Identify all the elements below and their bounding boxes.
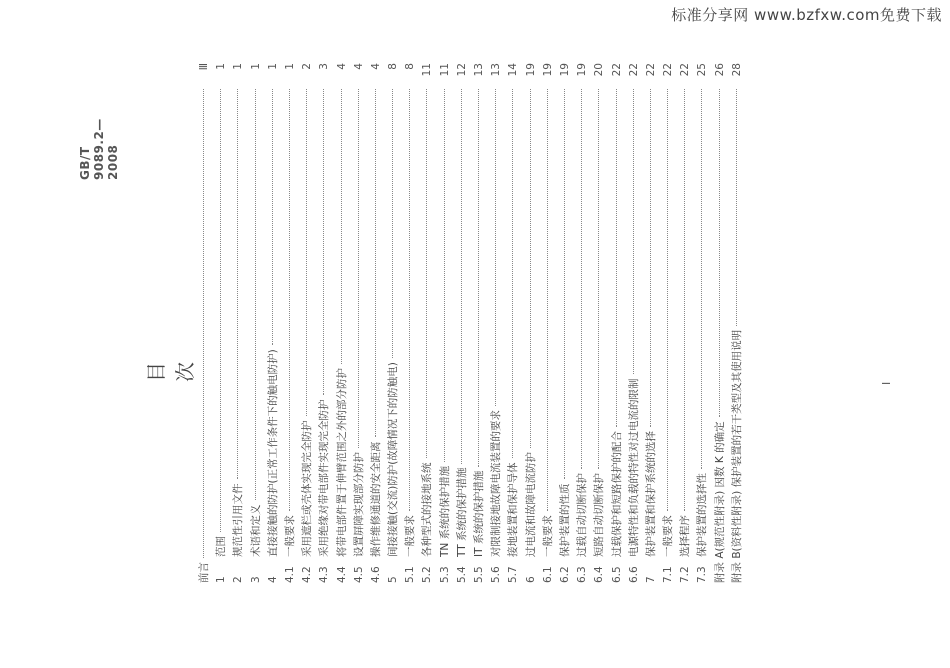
rotated-page xyxy=(0,63,950,668)
toc-entry-page: 13 xyxy=(490,63,503,77)
toc-leader-dots xyxy=(203,89,204,558)
toc-leader-dots xyxy=(323,89,324,396)
toc-leader-dots xyxy=(289,89,290,511)
toc-entry-page: 19 xyxy=(541,63,554,77)
toc-leader-dots xyxy=(564,89,565,480)
toc-leader-dots xyxy=(341,89,342,364)
toc-entry-number: 7.1 xyxy=(662,566,675,583)
toc-entry-page: 22 xyxy=(610,63,623,77)
toc-entry[interactable] xyxy=(677,63,694,583)
toc-entry[interactable] xyxy=(282,63,299,583)
toc-entry-page: 8 xyxy=(387,63,400,70)
toc-entry[interactable] xyxy=(471,63,488,583)
toc-entry-number: 6.2 xyxy=(558,566,571,583)
toc-entry-number: 7.3 xyxy=(696,566,709,583)
page-number: I xyxy=(880,381,893,385)
toc-entry[interactable] xyxy=(230,63,247,583)
toc-leader-dots xyxy=(426,89,427,459)
toc-entry-label: 保护装置的选择性 xyxy=(696,473,709,557)
toc-leader-dots xyxy=(667,89,668,511)
toc-entry-label: 将带电部件置于伸臂范围之外的部分防护 xyxy=(335,368,348,557)
toc-entry[interactable] xyxy=(694,63,711,583)
toc-entry-page: 19 xyxy=(558,63,571,77)
toc-leader-dots xyxy=(255,89,256,501)
toc-leader-dots xyxy=(272,89,273,345)
toc-entry-page: 1 xyxy=(215,63,228,70)
toc-entry-number: 5.7 xyxy=(507,566,520,583)
toc-entry-page: 22 xyxy=(644,63,657,77)
toc-entry-label: 术语和定义 xyxy=(249,504,262,557)
toc-title: 目 次 xyxy=(144,334,197,382)
toc-entry-label: 过电流和故障电流防护 xyxy=(524,452,537,557)
toc-entry-number: 6.6 xyxy=(627,566,640,583)
toc-entry[interactable] xyxy=(557,63,574,583)
toc-entry[interactable] xyxy=(729,63,746,583)
toc-entry-page: 14 xyxy=(507,63,520,77)
toc-entry[interactable] xyxy=(488,63,505,583)
toc-leader-dots xyxy=(512,89,513,459)
toc-entry[interactable] xyxy=(334,63,351,583)
toc-entry[interactable] xyxy=(213,63,230,583)
toc-entry-number: 6.3 xyxy=(576,566,589,583)
toc-entry-label: 范围 xyxy=(215,536,228,557)
toc-leader-dots xyxy=(306,89,307,417)
toc-leader-dots xyxy=(581,89,582,469)
toc-entry[interactable] xyxy=(540,63,557,583)
toc-entry-page: 13 xyxy=(473,63,485,77)
toc-leader-dots xyxy=(701,89,702,469)
toc-entry[interactable] xyxy=(609,63,626,583)
toc-entry-label: TT 系统的保护措施 xyxy=(455,467,468,557)
toc-entry-page: 1 xyxy=(283,63,296,70)
toc-entry-number: 4.6 xyxy=(369,566,382,583)
toc-entry-page: 11 xyxy=(438,63,451,77)
toc-entry[interactable] xyxy=(248,63,265,583)
toc-entry-label: 过载自动切断保护 xyxy=(576,473,589,557)
toc-entry-label: 附录 A(规范性附录) 因数 K 的确定 xyxy=(713,421,726,583)
toc-entry-number: 5.1 xyxy=(404,566,417,583)
toc-entry-label: 过载保护和短路保护的配合 xyxy=(610,431,623,557)
toc-entry[interactable] xyxy=(419,63,436,583)
toc-leader-dots xyxy=(461,89,462,464)
toc-entry-number: 7 xyxy=(644,576,657,583)
toc-entry-label: 附录 B(资料性附录) 保护装置的若干类型及其使用说明 xyxy=(730,329,743,583)
toc-leader-dots xyxy=(409,89,410,511)
toc-entry[interactable] xyxy=(368,63,385,583)
toc-leader-dots xyxy=(530,89,531,448)
toc-entry-number: 4.4 xyxy=(335,566,348,583)
toc-entry-number: 6.4 xyxy=(593,566,606,583)
toc-entry-page: 4 xyxy=(352,63,365,70)
toc-leader-dots xyxy=(736,89,737,326)
toc-entry[interactable] xyxy=(351,63,368,583)
toc-entry-page: 1 xyxy=(232,63,245,70)
toc-entry-label: 一般要求 xyxy=(404,515,417,557)
toc-leader-dots xyxy=(495,89,496,406)
toc-entry-page: 8 xyxy=(404,63,417,70)
toc-entry-number: 5.5 xyxy=(473,566,485,583)
toc-entry[interactable] xyxy=(437,63,454,583)
toc-entry-number: 5.4 xyxy=(455,566,468,583)
toc-entry-page: 3 xyxy=(318,63,331,70)
toc-entry-label: 直接接触的防护(正常工作条件下的触电防护) xyxy=(266,349,279,557)
toc-entry-number: 5.6 xyxy=(490,566,503,583)
toc-entry-page: 22 xyxy=(627,63,640,77)
toc-leader-dots xyxy=(358,89,359,448)
toc-entry-label: 接地装置和保护导体 xyxy=(507,462,520,557)
toc-entry[interactable] xyxy=(574,63,591,583)
toc-entry-label: 对限制接地故障电流装置的要求 xyxy=(490,410,503,557)
toc-entry-label: 各种型式的接地系统 xyxy=(421,462,434,557)
toc-entry[interactable] xyxy=(523,63,540,583)
toc-entry-label: IT 系统的保护措施 xyxy=(473,470,485,557)
toc-leader-dots xyxy=(392,89,393,358)
toc-entry[interactable] xyxy=(660,63,677,583)
toc-leader-dots xyxy=(220,89,221,532)
toc-entry-label: TN 系统的保护措施 xyxy=(438,465,451,557)
toc-entry-page: 25 xyxy=(696,63,709,77)
toc-entry-number: 4.3 xyxy=(318,566,331,583)
toc-entry[interactable] xyxy=(505,63,522,583)
toc-entry[interactable] xyxy=(643,63,660,583)
toc-entry-number: 6 xyxy=(524,576,537,583)
toc-entry[interactable] xyxy=(196,63,213,583)
toc-leader-dots xyxy=(650,89,651,427)
toc-entry-page: 4 xyxy=(369,63,382,70)
toc-entry[interactable] xyxy=(299,63,316,583)
toc-entry-number: 5.2 xyxy=(421,566,434,583)
toc-entry-number: 4.2 xyxy=(301,566,314,583)
toc-entry-page: 4 xyxy=(335,63,348,70)
toc-entry-label: 操作维修通道的安全距离 xyxy=(369,441,382,557)
toc-entry-label: 一般要求 xyxy=(662,515,675,557)
toc-leader-dots xyxy=(684,89,685,511)
toc-entry-page: 11 xyxy=(421,63,434,77)
toc-entry-page: 2 xyxy=(301,63,314,70)
toc-entry[interactable] xyxy=(265,63,282,583)
toc-entry[interactable] xyxy=(626,63,643,583)
toc-leader-dots xyxy=(547,89,548,511)
toc-entry-page: 1 xyxy=(266,63,279,70)
toc-entry-label: 间接接触(交流)防护(故障情况下的防触电) xyxy=(387,362,400,557)
toc-entry-page: 1 xyxy=(249,63,262,70)
toc-leader-dots xyxy=(237,89,238,480)
toc-entry-number: 6.1 xyxy=(541,566,554,583)
toc-entry-number: 2 xyxy=(232,576,245,583)
toc-entry-label: 一般要求 xyxy=(283,515,296,557)
toc-entry-number: 6.5 xyxy=(610,566,623,583)
toc-leader-dots xyxy=(375,89,376,438)
toc-entry-label: 采用遮栏或壳体实现完全防护 xyxy=(301,420,314,557)
toc-entry-number: 5 xyxy=(387,576,400,583)
toc-entry-number: 4 xyxy=(266,576,279,583)
toc-entry-label: 保护装置的性质 xyxy=(558,483,571,557)
toc-entry-page: 19 xyxy=(524,63,537,77)
toc-list xyxy=(196,63,746,583)
toc-leader-dots xyxy=(444,89,445,462)
toc-entry[interactable] xyxy=(316,63,333,583)
toc-entry-number: 4.1 xyxy=(283,566,296,583)
toc-entry-label: 保护装置和保护系统的选择 xyxy=(644,431,657,557)
toc-leader-dots xyxy=(719,89,720,417)
toc-entry-page: 22 xyxy=(662,63,675,77)
toc-entry-number: 3 xyxy=(249,576,262,583)
toc-entry-number: 5.3 xyxy=(438,566,451,583)
toc-entry-page: 28 xyxy=(730,63,743,77)
toc-leader-dots xyxy=(616,89,617,427)
toc-entry-page: 26 xyxy=(713,63,726,77)
toc-entry-page: 22 xyxy=(679,63,692,77)
toc-entry-page: 19 xyxy=(576,63,589,77)
toc-entry-label: 一般要求 xyxy=(541,515,554,557)
standard-id: GB/T 9089.2—2008 xyxy=(78,118,120,180)
toc-entry-number: 1 xyxy=(215,576,228,583)
toc-entry-label: 规范性引用文件 xyxy=(232,483,245,557)
toc-entry-label: 电源特性和负载的特性对过电流的限制 xyxy=(627,378,640,557)
toc-entry-page: 12 xyxy=(455,63,468,77)
toc-entry-page: 20 xyxy=(593,63,606,77)
toc-leader-dots xyxy=(598,89,599,469)
toc-entry-label: 采用绝缘对带电部件实现完全防护 xyxy=(318,399,331,557)
toc-entry[interactable] xyxy=(402,63,419,583)
toc-entry[interactable] xyxy=(454,63,471,583)
toc-entry[interactable] xyxy=(385,63,402,583)
toc-entry-label: 短路自动切断保护 xyxy=(593,473,606,557)
toc-entry-number: 4.5 xyxy=(352,566,365,583)
toc-entry-label: 前言 xyxy=(198,562,210,583)
toc-entry[interactable] xyxy=(712,63,729,583)
toc-leader-dots xyxy=(478,89,479,467)
toc-entry[interactable] xyxy=(591,63,608,583)
toc-entry-number: 7.2 xyxy=(679,566,692,583)
toc-entry-page: Ⅲ xyxy=(198,63,210,71)
toc-entry-label: 选择程序 xyxy=(679,515,692,557)
watermark: 标准分享网 www.bzfxw.com免费下载 xyxy=(671,6,942,24)
toc-leader-dots xyxy=(633,89,634,375)
toc-entry-label: 设置屏障实现部分防护 xyxy=(352,452,365,557)
